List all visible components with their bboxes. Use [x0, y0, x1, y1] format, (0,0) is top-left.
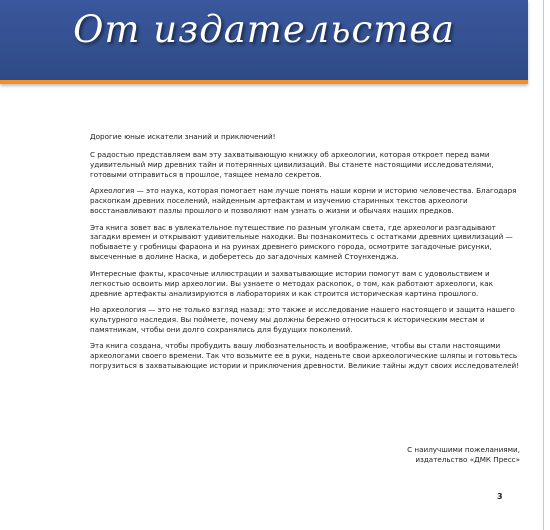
paragraph-5: Но археология — это не только взгляд назад: это также и исследование нашего настоящего и защита нашего культурного наследия. Вы поймете, почему мы должны бережно относиться к историческим местам и памятникам, чтобы они долго сохранялись для будущих поколений. — [90, 305, 515, 334]
letter-body — [90, 132, 520, 378]
paragraph-1: С радостью представляем вам эту захватывающую книжку об археологии, которая откроет перед вами удивительный мир древних тайн и потерянных цивилизаций. Вы станете настоящими исследователями, готовыми отправиться в прошлое, таящее немало секретов. — [90, 149, 494, 179]
closing-line-1: С наилучшими пожеланиями, — [407, 445, 520, 454]
page-edge — [543, 0, 544, 530]
page-title: От издательства — [73, 8, 455, 51]
page-number: 3 — [497, 492, 503, 501]
paragraph-2: Археология — это наука, которая помогает нам лучше понять наши корни и историю человечества. Благодаря раскопкам древних поселений, найденным артефактам и изучению старинных текстов археологи восстанавливают пазлы прошлого и позволяют нам узнать о жизни и обычаях наших предков. — [90, 186, 517, 216]
paragraph-4: Интересные факты, красочные иллюстрации и захватывающие истории помогут вам с удовольствием и легкостью освоить мир археологии. Вы узнаете о методах раскопок, о том, как работают археологи, как древние артефакты анализируются в лабораториях и как строится историческая картина прошлого. — [90, 268, 494, 298]
greeting: Дорогие юные искатели знаний и приключений! — [90, 132, 276, 141]
closing-line-2: издательство «ДМК Пресс» — [415, 455, 520, 464]
header-band — [0, 0, 528, 84]
paragraph-6: Эта книга создана, чтобы пробудить вашу любознательность и воображение, чтобы вы стали настоящими археологами своего времени. Так что возьмите ее в руки, наденьте свои археологические шляпы и готовьтесь погрузиться в захватывающие истории и приключения древности. Великие тайны ждут своих исследователей! — [90, 341, 520, 371]
closing-signature — [330, 445, 520, 465]
paragraph-3: Эта книга зовет вас в увлекательное путешествие по разным уголкам света, где археологи разгадывают загадки времен и открывают удивительные находки. Вы познакомитесь с остатками древних цивилизаций — побываете у гробницы фараона и на руинах древнего римского города, осмотрите загадочные рисунки, высеченные в долине Наска, и доберетесь до загадочных камней Стоунхенджа. — [90, 222, 513, 262]
